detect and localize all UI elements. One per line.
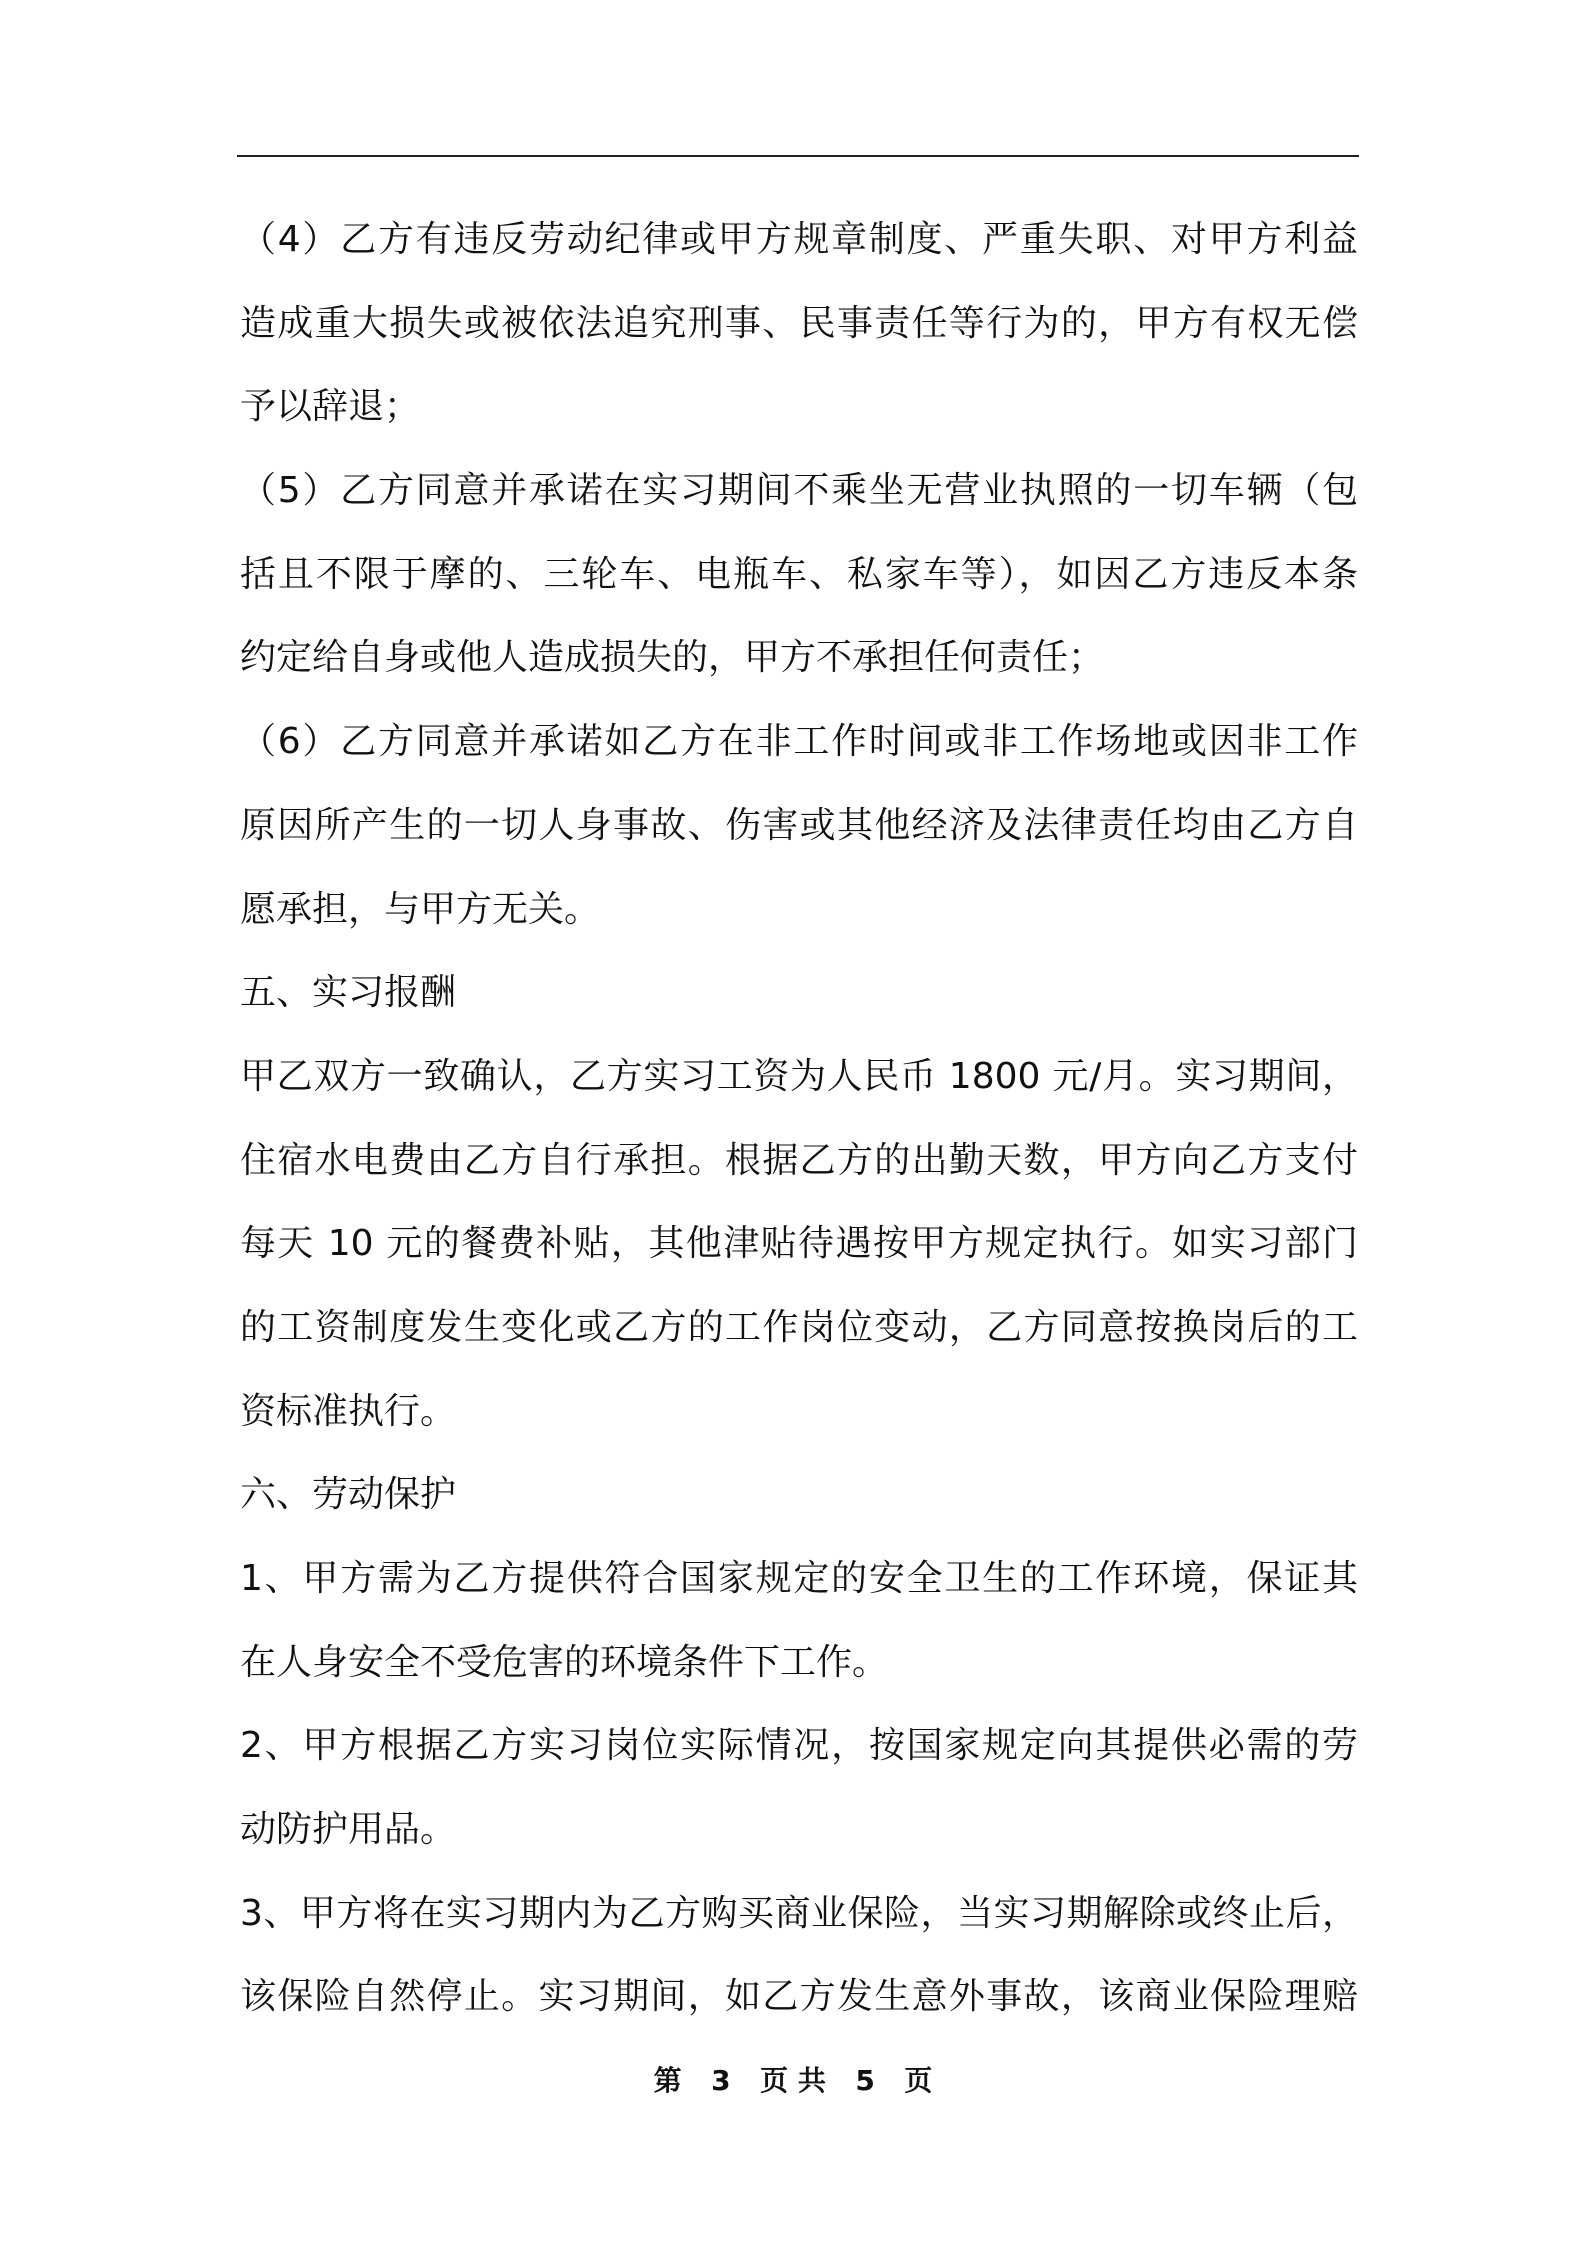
- body-line: 的工资制度发生变化或乙方的工作岗位变动，乙方同意按换岗后的工: [240, 1306, 1358, 1348]
- body-line: （5）乙方同意并承诺在实习期间不乘坐无营业执照的一切车辆（包: [240, 470, 1358, 512]
- body-line: 愿承担，与甲方无关。: [240, 888, 601, 930]
- section-heading: 五、实习报酬: [240, 972, 457, 1014]
- body-line: 予以辞退；: [240, 386, 421, 428]
- body-line: （6）乙方同意并承诺如乙方在非工作时间或非工作场地或因非工作: [240, 721, 1358, 763]
- body-line: 住宿水电费由乙方自行承担。根据乙方的出勤天数，甲方向乙方支付: [240, 1139, 1358, 1181]
- body-line: 2、甲方根据乙方实习岗位实际情况，按国家规定向其提供必需的劳: [240, 1725, 1358, 1767]
- body-line: 动防护用品。: [240, 1809, 457, 1851]
- footer-middle: 页 共: [760, 2064, 826, 2097]
- header-rule: [237, 155, 1359, 157]
- body-line: 造成重大损失或被依法追究刑事、民事责任等行为的，甲方有权无偿: [240, 302, 1358, 344]
- body-line: 3、甲方将在实习期内为乙方购买商业保险，当实习期解除或终止后，: [240, 1892, 1358, 1934]
- body-line: 在人身安全不受危害的环境条件下工作。: [240, 1641, 889, 1683]
- body-line: 括且不限于摩的、三轮车、电瓶车、私家车等），如因乙方违反本条: [240, 553, 1358, 595]
- body-line: 原因所产生的一切人身事故、伤害或其他经济及法律责任均由乙方自: [240, 804, 1358, 846]
- footer-prefix: 第: [653, 2064, 682, 2097]
- total-pages-number: 5: [855, 2064, 875, 2097]
- body-line: 每天 10 元的餐费补贴，其他津贴待遇按甲方规定执行。如实习部门: [240, 1223, 1358, 1265]
- document-body: [240, 198, 1358, 2039]
- body-line: 约定给自身或他人造成损失的，甲方不承担任何责任；: [240, 637, 1105, 679]
- page-footer: [0, 2061, 1586, 2101]
- body-line: （4）乙方有违反劳动纪律或甲方规章制度、严重失职、对甲方利益: [240, 219, 1358, 260]
- section-heading: 六、劳动保护: [240, 1474, 457, 1516]
- body-line: 甲乙双方一致确认，乙方实习工资为人民币 1800 元/月。实习期间，: [240, 1055, 1358, 1097]
- body-line: 资标准执行。: [240, 1390, 457, 1432]
- current-page-number: 3: [711, 2064, 731, 2097]
- body-line: 该保险自然停止。实习期间，如乙方发生意外事故，该商业保险理赔: [240, 1976, 1358, 2018]
- body-line: 1、甲方需为乙方提供符合国家规定的安全卫生的工作环境，保证其: [240, 1558, 1358, 1599]
- footer-suffix: 页: [904, 2064, 933, 2097]
